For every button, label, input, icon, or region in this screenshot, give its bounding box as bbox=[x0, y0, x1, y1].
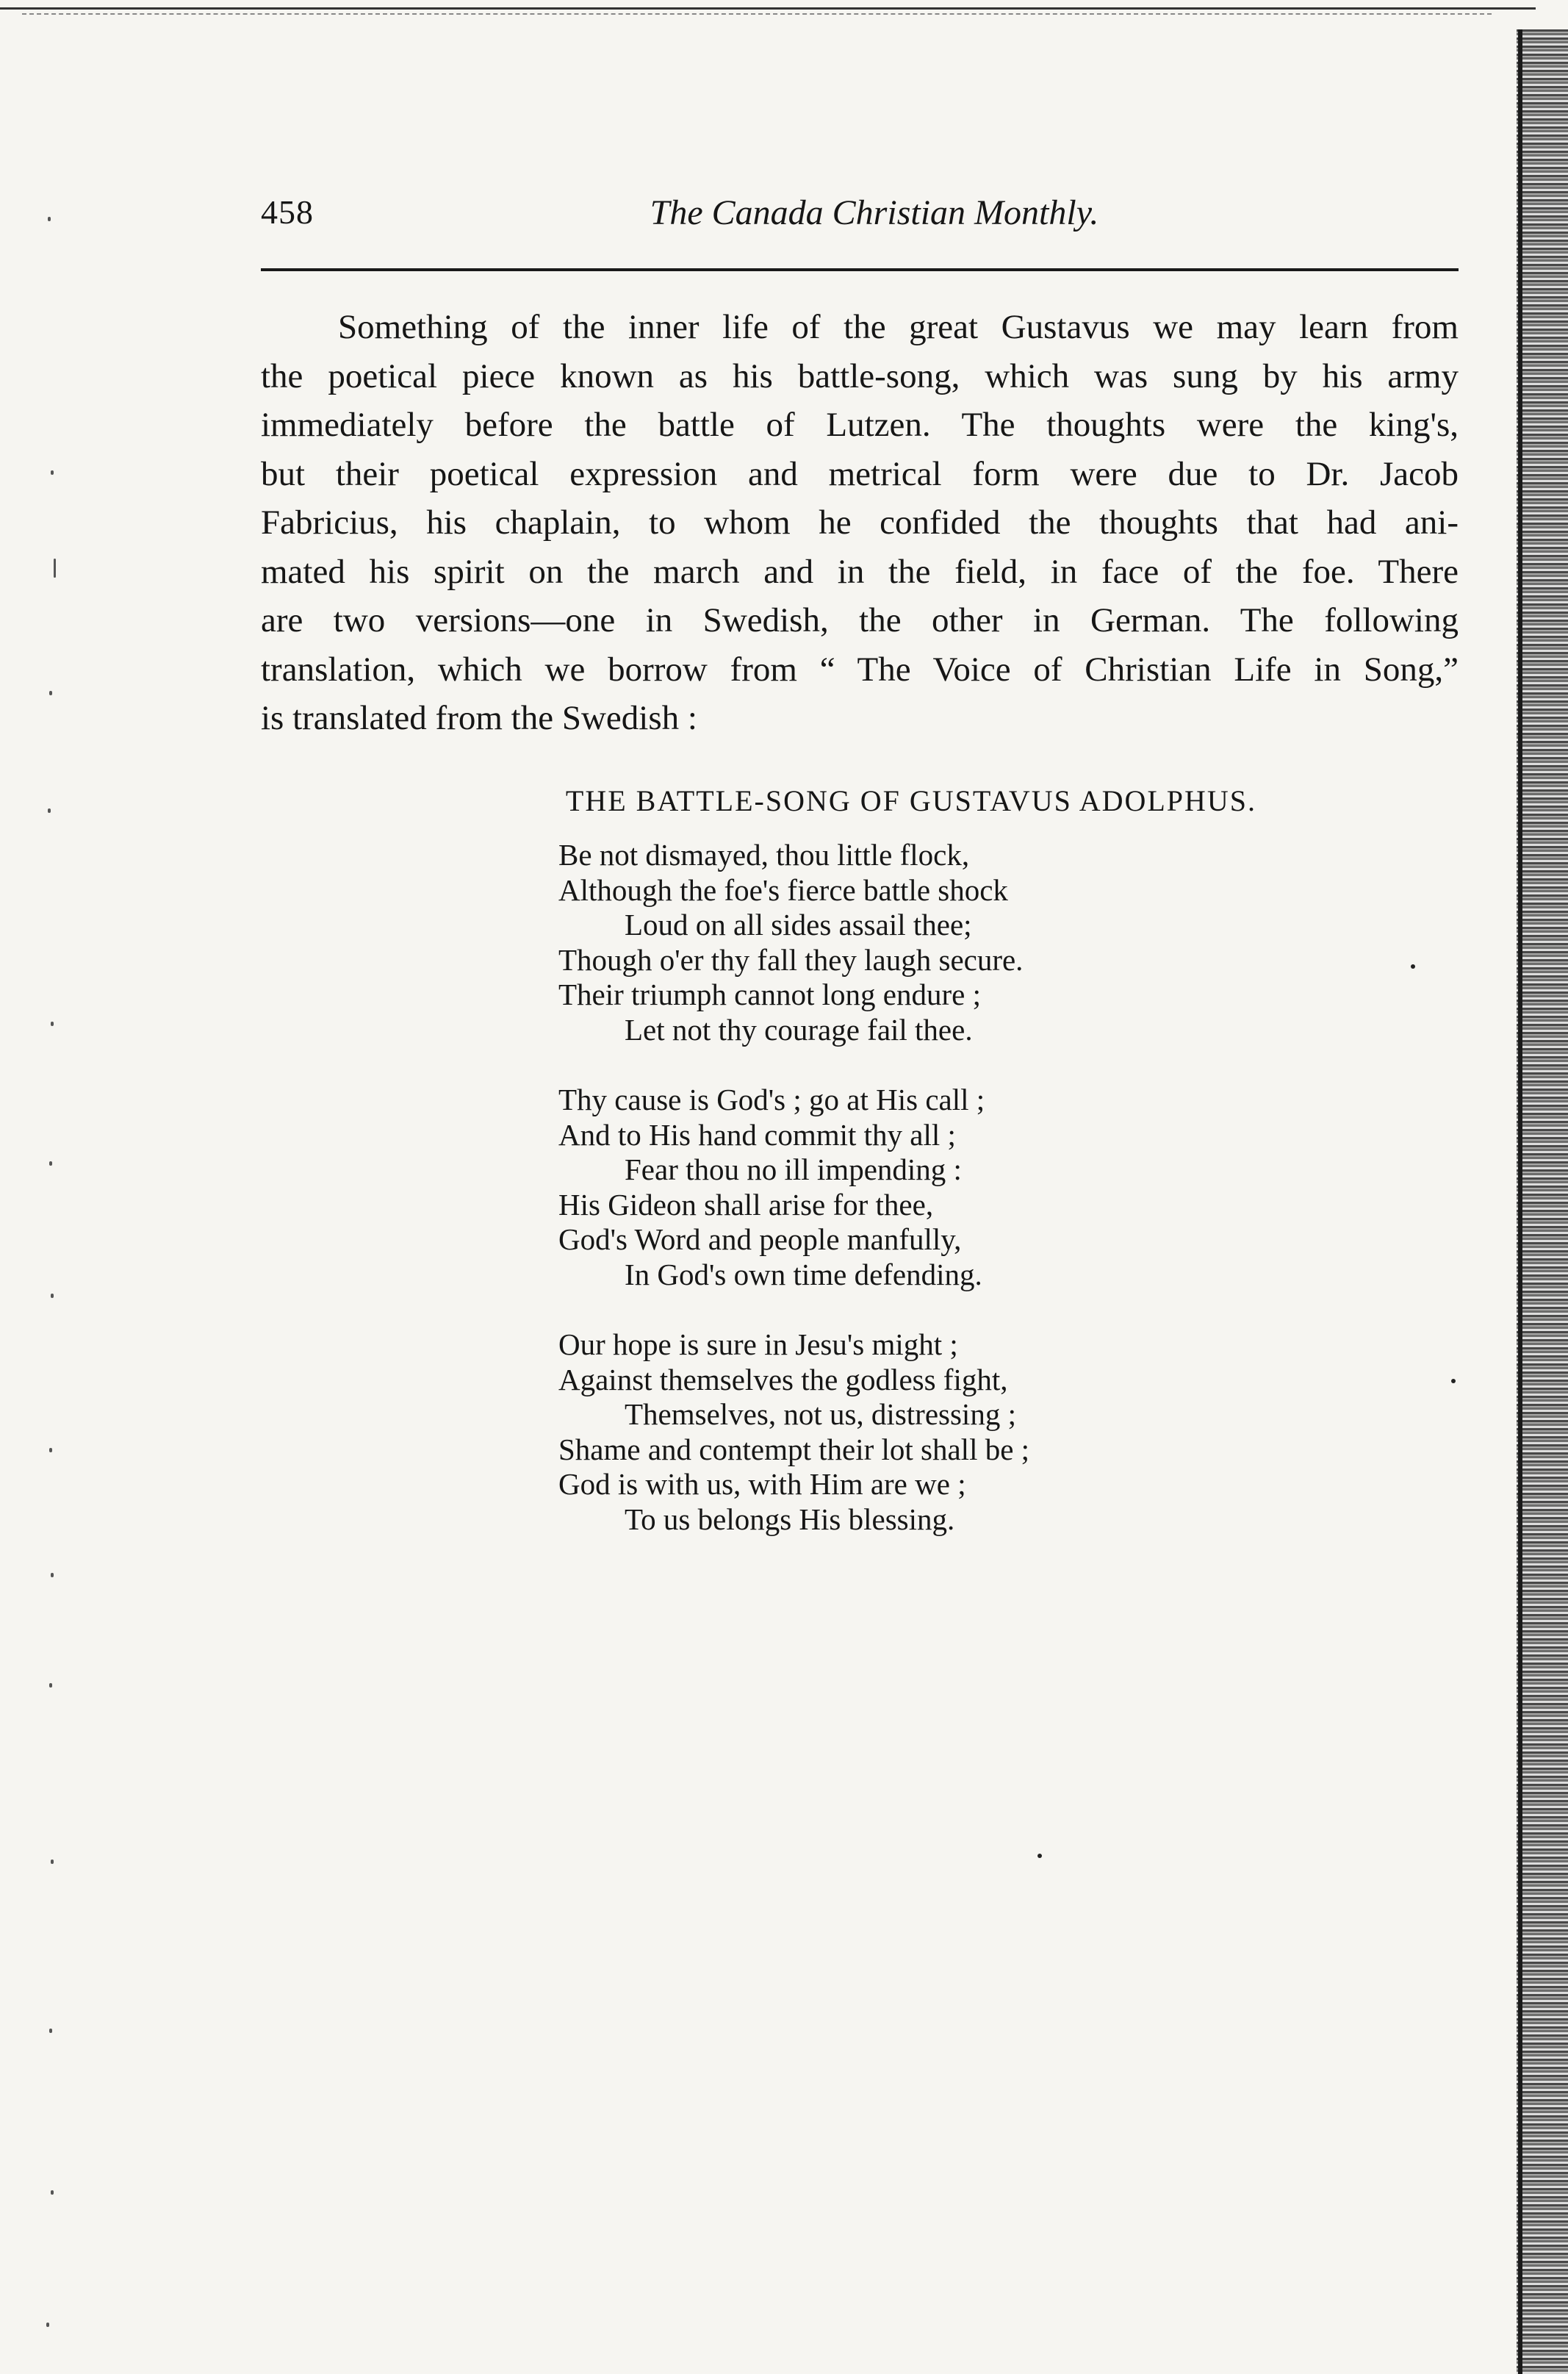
poem-title: THE BATTLE-SONG OF GUSTAVUS ADOLPHUS. bbox=[565, 784, 1257, 817]
speck bbox=[51, 1022, 54, 1026]
speck bbox=[49, 1161, 52, 1166]
verse-line: Against themselves the godless fight, bbox=[558, 1362, 1008, 1396]
page-number: 458 bbox=[261, 193, 314, 231]
verse-line: To us belongs His blessing. bbox=[625, 1502, 955, 1536]
paragraph-line: Fabricius, his chaplain, to whom he confided the thoughts that had ani- bbox=[261, 503, 1459, 542]
speck bbox=[46, 2323, 49, 2327]
header-rule bbox=[261, 268, 1459, 271]
verse-line: Thy cause is God's ; go at His call ; bbox=[558, 1083, 985, 1116]
verse-line: Their triumph cannot long endure ; bbox=[558, 978, 981, 1011]
verse-line: Although the foe's fierce battle shock bbox=[558, 872, 1008, 907]
paragraph-line: the poetical piece known as his battle-song, which was sung by his army bbox=[261, 356, 1459, 395]
speck bbox=[54, 559, 56, 578]
speck bbox=[49, 2029, 52, 2033]
poem-stanza bbox=[558, 1327, 1220, 1537]
ink-dot bbox=[1037, 1854, 1042, 1858]
verse-line: God is with us, with Him are we ; bbox=[558, 1467, 966, 1501]
verse-line: Loud on all sides assail thee; bbox=[625, 908, 972, 942]
ink-dot bbox=[1411, 964, 1415, 969]
paragraph-line: but their poetical expression and metrical form were due to Dr. Jacob bbox=[261, 454, 1459, 493]
speck bbox=[51, 1294, 54, 1298]
paragraph-line: translation, which we borrow from “ The Voice of Christian Life in Song,” bbox=[261, 650, 1459, 689]
paragraph-line: Something of the inner life of the great Gustavus we may learn from bbox=[338, 308, 1459, 346]
paragraph-line: is translated from the Swedish : bbox=[261, 699, 697, 737]
verse-line: Let not thy courage fail thee. bbox=[625, 1012, 973, 1047]
verse-line: Our hope is sure in Jesu's might ; bbox=[558, 1327, 958, 1361]
speck bbox=[51, 1860, 54, 1864]
journal-title: The Canada Christian Monthly. bbox=[650, 193, 1099, 232]
verse-line: In God's own time defending. bbox=[625, 1257, 982, 1291]
speck bbox=[48, 808, 51, 813]
poem bbox=[558, 838, 1220, 1572]
speck bbox=[51, 2190, 54, 2195]
poem-stanza bbox=[558, 838, 1220, 1047]
binding-shadow bbox=[1518, 29, 1522, 2374]
verse-line: Though o'er thy fall they laugh secure. bbox=[558, 942, 1024, 977]
paragraph-line: are two versions—one in Swedish, the other in German. The following bbox=[261, 601, 1459, 639]
speck bbox=[48, 217, 51, 221]
speck bbox=[49, 1448, 52, 1452]
ink-dot bbox=[1451, 1379, 1456, 1383]
running-head bbox=[261, 193, 1459, 237]
speck bbox=[51, 470, 54, 475]
paragraph-line: mated his spirit on the march and in the field, in face of the foe. There bbox=[261, 552, 1459, 591]
verse-line: God's Word and people manfully, bbox=[558, 1222, 962, 1256]
book-binding-edge bbox=[1517, 29, 1568, 2374]
verse-line: Be not dismayed, thou little flock, bbox=[558, 838, 970, 872]
poem-stanza bbox=[558, 1083, 1220, 1292]
speck bbox=[49, 1683, 52, 1688]
verse-line: His Gideon shall arise for thee, bbox=[558, 1187, 934, 1222]
margin-specks bbox=[40, 147, 62, 2352]
paragraph-line: immediately before the battle of Lutzen. The thoughts were the king's, bbox=[261, 406, 1459, 444]
verse-line: Themselves, not us, distressing ; bbox=[625, 1397, 1016, 1431]
page-top-edge-dashes bbox=[22, 13, 1492, 15]
verse-line: And to His hand commit thy all ; bbox=[558, 1117, 956, 1152]
verse-line: Fear thou no ill impending : bbox=[625, 1152, 962, 1186]
page-top-edge bbox=[0, 7, 1536, 10]
article-paragraph bbox=[261, 303, 1459, 743]
speck bbox=[49, 691, 52, 695]
verse-line: Shame and contempt their lot shall be ; bbox=[558, 1432, 1030, 1466]
speck bbox=[51, 1573, 54, 1577]
